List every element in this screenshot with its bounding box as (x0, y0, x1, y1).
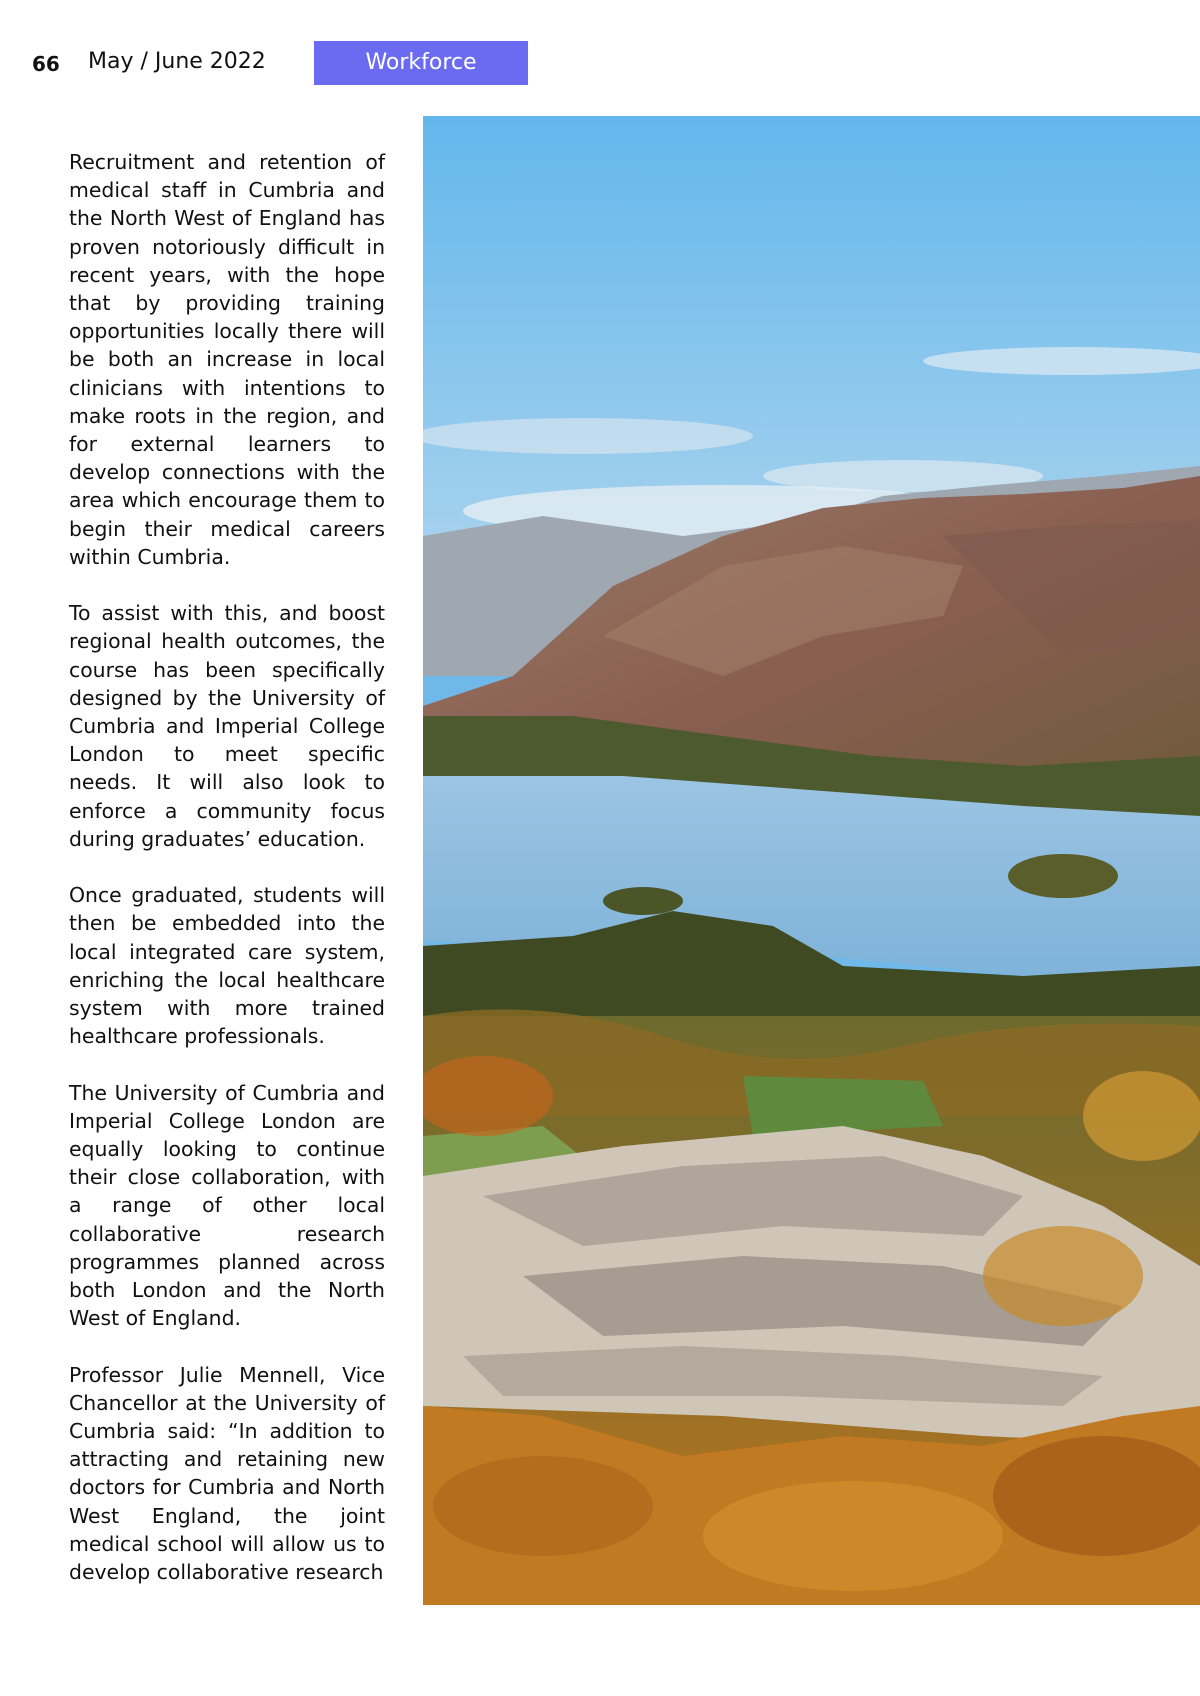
landscape-illustration (423, 116, 1200, 1605)
article-paragraph: Professor Julie Mennell, Vice Chancellor at the University of Cumbria said: “In addition to attracting and retaining new doctors for Cumbria and North West England, the joint medical school will allow us to develop collaborative research (69, 1362, 385, 1585)
issue-date: May / June 2022 (88, 49, 266, 74)
section-tag: Workforce (314, 41, 528, 85)
page-number: 66 (32, 52, 60, 76)
island (603, 887, 683, 915)
landscape-photo (423, 116, 1200, 1605)
page-header (0, 0, 1200, 100)
island (1008, 854, 1118, 898)
article-paragraph: Once graduated, students will then be embedded into the local integrated care system, enriching the local healthcare system with more trained healthcare professionals. (69, 883, 385, 1049)
article-paragraph: To assist with this, and boost regional health outcomes, the course has been specifically designed by the University of Cumbria and Imperial College London to meet specific needs. It will also look to enforce a community focus during graduates’ education. (69, 601, 385, 851)
article-paragraph: The University of Cumbria and Imperial College London are equally looking to continue their close collaboration, with a range of other local collaborative research programmes planned across both London and the North West of England. (69, 1080, 385, 1331)
article-column (69, 148, 385, 1586)
article-paragraph: Recruitment and retention of medical staff in Cumbria and the North West of England has proven notoriously difficult in recent years, with the hope that by providing training opportunities locally there will be both an increase in local clinicians with intentions to make roots in the region, and for external learners to develop connections with the area which encourage them to begin their medical careers within Cumbria. (69, 150, 385, 569)
